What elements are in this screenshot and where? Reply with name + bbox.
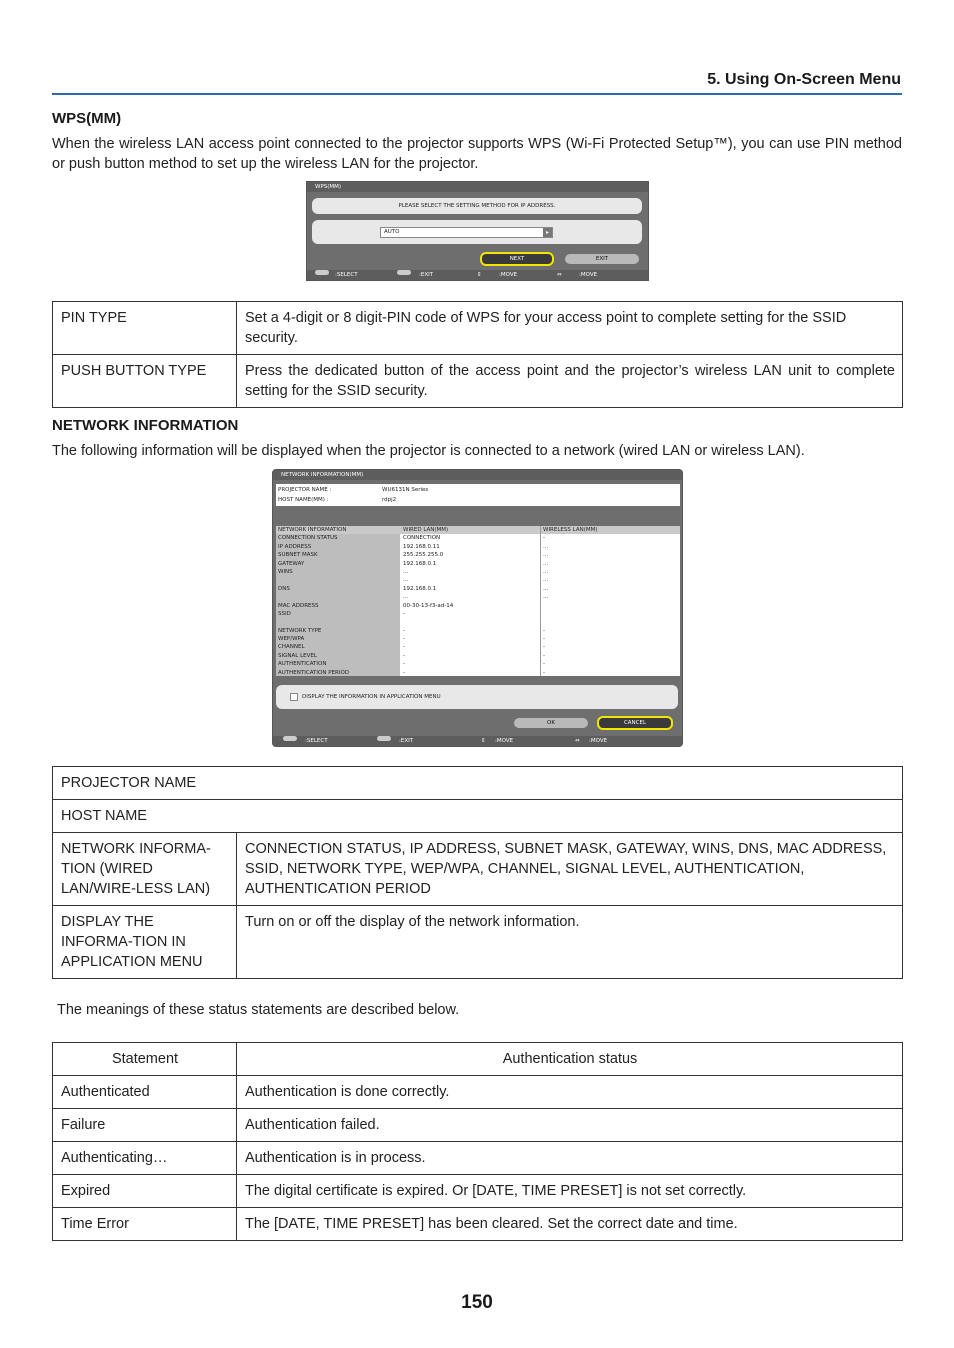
grid-cell [278,618,398,626]
table-row: PROJECTOR NAME [53,767,903,800]
netinfo-screen-title: NETWORK INFORMATION(MM) [273,470,682,480]
grid-cell: - [403,661,405,668]
grid-column-header: WIRED LAN(MM) [403,527,449,533]
grid-cell: ... [403,594,409,601]
grid-cell: ... [543,568,549,575]
netinfo-screenshot [272,469,683,747]
wps-method-value: AUTO [384,229,400,235]
netinfo-wired-column [403,526,537,676]
wps-exit-button[interactable]: EXIT [565,254,639,264]
netinfo-table [52,766,903,979]
grid-cell [278,593,398,601]
grid-cell: - [543,627,545,634]
grid-cell: 255.255.255.0 [403,552,444,559]
grid-cell: GATEWAY [278,560,305,567]
grid-cell: WINS [278,568,293,575]
grid-cell: - [403,669,405,676]
grid-cell: ... [403,568,409,575]
grid-cell: - [543,636,545,643]
grid-cell: ... [543,552,549,559]
grid-cell: AUTHENTICATION [278,661,327,668]
netinfo-heading: NETWORK INFORMATION [52,417,239,434]
grid-cell: - [543,652,545,659]
table-row: NETWORK INFORMA-TION (WIRED LAN/WIRE-LESS LAN) CONNECTION STATUS, IP ADDRESS, SUBNET MASK, GATEWAY, WINS, DNS, MAC ADDRESS, SSID, NETWORK TYPE, WEP/WPA, CHANNEL, SIGNAL LEVEL, AUTHENTICATION, AUTHENTICATION PERIOD [53,833,903,906]
grid-cell [278,576,398,584]
page-number: 150 [461,1292,493,1313]
grid-cell: AUTHENTICATION PERIOD [278,669,350,676]
netinfo-name-box: PROJECTOR NAME : WU6131N Series HOST NAME(MM) : rdpj2 [276,484,680,506]
grid-cell: - [543,661,545,668]
wps-select-box [312,220,642,244]
grid-cell: 192.168.0.1 [403,585,437,592]
grid-cell: ... [543,560,549,567]
grid-cell: SUBNET MASK [278,552,318,559]
grid-cell: ... [543,577,549,584]
grid-column-header: NETWORK INFORMATION [278,527,347,533]
table-row: Expired The digital certificate is expired. Or [DATE, TIME PRESET] is not set correctly. [53,1175,903,1208]
grid-cell: - [403,652,405,659]
grid-cell: DNS [278,585,290,592]
grid-cell: NETWORK TYPE [278,627,322,634]
grid-cell: - [543,669,545,676]
grid-cell: MAC ADDRESS [278,602,319,609]
status-table [52,1042,903,1241]
wps-next-button[interactable]: NEXT [480,252,554,266]
netinfo-intro: The following information will be displayed when the projector is connected to a network (wired LAN or wireless LAN). [52,443,805,459]
table-row: PUSH BUTTON TYPE Press the dedicated button of the access point and the projector’s wireless LAN unit to complete setting for the SSID security. [53,355,903,408]
netinfo-grid [276,526,680,676]
grid-cell: SIGNAL LEVEL [278,652,317,659]
netinfo-cancel-button[interactable]: CANCEL [597,716,673,730]
wps-intro: When the wireless LAN access point connected to the projector supports WPS (Wi-Fi Protected Setup™), you can use PIN method or push button method to set up the wireless LAN for the projector. [52,136,902,172]
grid-cell: 192.168.0.11 [403,543,440,550]
grid-column-header: WIRELESS LAN(MM) [543,527,598,533]
updown-arrows-icon: ⇕ [477,272,482,278]
grid-cell: - [403,610,405,617]
netinfo-wireless-column [543,526,677,676]
netinfo-label-column [278,526,398,676]
table-row: DISPLAY THE INFORMA-TION IN APPLICATION MENU Turn on or off the display of the network information. [53,906,903,979]
grid-cell: ... [403,577,409,584]
grid-cell: 192.168.0.1 [403,560,437,567]
table-row: PIN TYPE Set a 4-digit or 8 digit-PIN code of WPS for your access point to complete setting for the SSID security. [53,302,903,355]
grid-cell: ... [543,594,549,601]
grid-cell [543,602,677,610]
netinfo-screen-footer: :SELECT :EXIT ⇕ :MOVE ⇔ :MOVE [273,736,682,746]
grid-cell: - [403,636,405,643]
table-row: HOST NAME [53,800,903,833]
grid-cell: CONNECTION [403,535,441,542]
chevron-right-icon: ▸ [543,228,552,237]
wps-prompt-box [312,198,642,214]
netinfo-ok-button[interactable]: OK [514,718,588,728]
display-info-checkbox[interactable] [290,693,298,701]
wps-screenshot [306,181,649,281]
grid-cell: - [543,535,545,542]
grid-cell: 00-30-13-f3-ad-14 [403,602,454,609]
grid-cell: IP ADDRESS [278,543,312,550]
grid-cell [543,610,677,618]
leftright-arrows-icon: ⇔ [557,272,562,278]
grid-cell: WEP/WPA [278,636,305,643]
leftright-arrows-icon: ⇔ [575,738,580,744]
wps-screen-title: WPS(MM) [307,182,648,192]
grid-cell: ... [543,543,549,550]
table-row: Authenticated Authentication is done correctly. [53,1076,903,1109]
grid-cell [403,618,537,626]
table-header-row: Statement Authentication status [53,1043,903,1076]
wps-prompt: PLEASE SELECT THE SETTING METHOD FOR IP ADDRESS. [398,203,556,209]
table-row: Authenticating… Authentication is in process. [53,1142,903,1175]
wps-table [52,301,903,408]
status-intro: The meanings of these status statements are described below. [57,1002,460,1018]
grid-cell: SSID [278,610,291,617]
table-row: Time Error The [DATE, TIME PRESET] has been cleared. Set the correct date and time. [53,1208,903,1241]
header-rule [52,93,902,95]
wps-screen-footer: :SELECT :EXIT ⇕ :MOVE ⇔ :MOVE [307,270,648,280]
grid-cell: CONNECTION STATUS [278,535,338,542]
updown-arrows-icon: ⇕ [481,738,486,744]
table-row: Failure Authentication failed. [53,1109,903,1142]
grid-cell: ... [543,585,549,592]
grid-cell [543,618,677,626]
grid-cell: - [403,644,405,651]
display-info-label: DISPLAY THE INFORMATION IN APPLICATION MENU [302,694,441,700]
chapter-title: 5. Using On-Screen Menu [707,71,901,88]
grid-cell: - [543,644,545,651]
wps-method-select[interactable] [380,227,553,238]
wps-heading: WPS(MM) [52,110,122,127]
grid-cell: - [403,627,405,634]
grid-cell: CHANNEL [278,644,305,651]
netinfo-checkbox-box [276,685,678,709]
